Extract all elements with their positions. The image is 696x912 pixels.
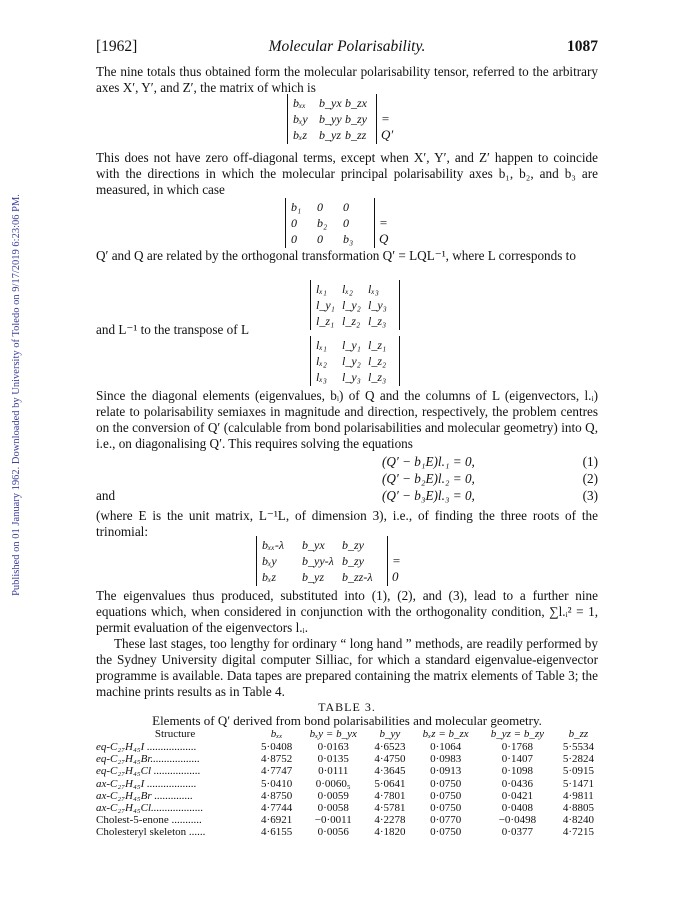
matrix-row — [293, 111, 371, 127]
matrix-rhs: = Q — [379, 215, 389, 246]
value-cell: 0·0111 — [318, 765, 349, 778]
value-cell: 4·9811 — [563, 789, 594, 802]
matrix-cell: l_y₂ — [342, 298, 361, 312]
matrix-cell: b_zy — [342, 538, 364, 552]
matrix-cell: lₓ₁ — [316, 338, 327, 352]
matrix-grid — [287, 94, 377, 144]
matrix-cell: b_yz — [302, 570, 324, 584]
value-cell: 5·2824 — [562, 753, 595, 766]
value-cell: 4·8805 — [562, 802, 595, 815]
matrix-cell: b₂ — [317, 216, 328, 230]
equation-block — [96, 454, 598, 508]
value-cell: 4·2278 — [374, 814, 406, 827]
matrix-cell: 0 — [343, 216, 349, 230]
matrix-cell: 0 — [317, 232, 323, 246]
table-row — [96, 778, 601, 790]
paragraph-transpose: and L⁻¹ to the transpose of L — [96, 322, 250, 337]
value-cell: 0·0983 — [430, 753, 462, 766]
structure-cell: ax-C₂₇H₄₅Br .............. — [96, 789, 193, 802]
matrix-grid — [256, 536, 388, 586]
matrix-row — [293, 127, 371, 143]
matrix-cell: l_z₃ — [368, 314, 387, 328]
matrix-cell: b_zx — [345, 96, 367, 110]
value-cell: 0·0059 — [317, 789, 349, 802]
matrix-cell: l_y₂ — [342, 354, 361, 368]
matrix-cell: l_z₂ — [342, 314, 361, 328]
matrix-rhs: = Q′ — [381, 111, 394, 142]
structure-cell: eq-C₂₇H₄₅I .................. — [96, 741, 197, 753]
equation-expression: (Q′ − b₁E)l.₁ = 0, — [382, 454, 475, 469]
matrix-cell: bₓy — [293, 112, 308, 126]
matrix-cell: 0 — [317, 200, 323, 214]
value-cell: 5·5534 — [562, 741, 595, 753]
value-cell: 0·0135 — [317, 753, 349, 766]
equation-number: (2) — [582, 471, 598, 486]
matrix-cell: l_z₂ — [368, 354, 387, 368]
column-header: b_zz — [568, 728, 589, 740]
value-cell: 0·0750 — [430, 789, 462, 802]
matrix-row — [291, 199, 369, 215]
value-cell: −0·0011 — [314, 814, 352, 827]
value-cell: 5·0408 — [261, 741, 293, 753]
matrix-cell: l_y₁ — [316, 298, 335, 312]
matrix-cell: lₓ₃ — [316, 370, 327, 384]
value-cell: 0·0750 — [430, 826, 462, 839]
value-cell: 4·4750 — [374, 753, 406, 766]
matrix-row — [293, 95, 371, 111]
value-cell: 4·7744 — [261, 802, 293, 815]
column-header: bₓz = b_zx — [422, 728, 469, 740]
value-cell: 0·0750 — [430, 802, 462, 815]
matrix-q-prime — [287, 94, 394, 144]
matrix-cell: lₓ₃ — [368, 282, 379, 296]
matrix-row — [262, 553, 382, 569]
matrix-cell: bₓy — [262, 554, 277, 568]
matrix-cell: l_z₁ — [368, 338, 387, 352]
structure-cell: ax-C₂₇H₄₅I .................. — [96, 777, 197, 790]
value-cell: 4·5781 — [374, 802, 406, 815]
matrix-cell: b₁ — [291, 200, 302, 214]
matrix-row — [291, 215, 369, 231]
matrix-cell: b_yy — [319, 112, 342, 126]
matrix-cell: b_yy-λ — [302, 554, 334, 568]
table-row — [96, 814, 601, 826]
paragraph-tensor: The nine totals thus obtained form the molecular polarisability tensor, referred to the arbitrary axes X′, Y′, and Z′, the matrix of which is — [96, 64, 598, 95]
matrix-cell: l_y₁ — [342, 338, 361, 352]
matrix-row — [316, 281, 394, 297]
value-cell: 4·8752 — [261, 753, 293, 766]
paragraph-silliac: These last stages, too lengthy for ordinary “ long hand ” methods, are readily performed by the Sydney University digital computer Silliac, for which a standard eigenvalue-eigenvector programme is available. Data tapes are prepared containing the matrix elements of Table 3; the machine prints results as in Table 4. — [96, 636, 598, 699]
matrix-row — [262, 537, 382, 553]
matrix-row — [316, 369, 394, 385]
matrix-cell: l_z₃ — [368, 370, 387, 384]
value-cell: 4·8240 — [562, 814, 595, 827]
value-cell: 0·0058 — [317, 802, 349, 815]
matrix-cell: lₓ₂ — [316, 354, 327, 368]
matrix-row — [316, 297, 394, 313]
matrix-cell: l_z₁ — [316, 314, 335, 328]
matrix-q — [285, 198, 389, 248]
value-cell: 0·0750 — [430, 777, 462, 790]
value-cell: 4·6921 — [261, 814, 293, 827]
matrix-cell: b_yx — [302, 538, 325, 552]
running-header — [96, 38, 598, 58]
structure-cell: Cholest-5-enone ........... — [96, 814, 202, 827]
column-header: bₓy = b_yx — [309, 728, 357, 740]
table-row — [96, 753, 601, 765]
matrix-cell: l_y₃ — [342, 370, 361, 384]
matrix-cell: 0 — [291, 216, 297, 230]
value-cell: 0·0060₅ — [315, 777, 351, 790]
value-cell: −0·0498 — [498, 814, 537, 827]
structure-cell: ax-C₂₇H₄₅Cl................... — [96, 802, 204, 815]
value-cell: 0·0913 — [430, 765, 462, 778]
table-row — [96, 790, 601, 802]
value-cell: 4·3645 — [374, 765, 406, 778]
matrix-grid — [285, 198, 375, 248]
value-cell: 5·1471 — [562, 777, 595, 790]
equation-expression: (Q′ − b₃E)l.₃ = 0, — [382, 488, 475, 503]
paragraph-diagonal: This does not have zero off-diagonal terms, except when X′, Y′, and Z′ happen to coincide with the directions in which the molecular principal polarisability axes b₁, b₂, and b₃ are measured, in which case — [96, 150, 598, 197]
table-header-row — [96, 728, 601, 741]
value-cell: 5·0915 — [562, 765, 595, 778]
matrix-cell: lₓ₂ — [342, 282, 353, 296]
value-cell: 4·8750 — [261, 789, 293, 802]
paragraph-transformation: Q′ and Q are related by the orthogonal transformation Q′ = LQL⁻¹, where L corresponds to — [96, 248, 576, 263]
value-cell: 4·7747 — [261, 765, 293, 778]
column-header: b_yz = b_zy — [490, 728, 545, 740]
table-row — [96, 765, 601, 777]
matrix-cell: b_zy — [345, 112, 367, 126]
value-cell: 0·1098 — [501, 765, 533, 778]
equation-number: (1) — [582, 454, 598, 469]
matrix-cell: bₓz — [262, 570, 277, 584]
value-cell: 0·0163 — [317, 741, 349, 753]
value-cell: 0·0436 — [501, 777, 533, 790]
page-number: 1087 — [567, 38, 598, 55]
column-header: Structure — [154, 728, 196, 740]
matrix-cell: lₓ₁ — [316, 282, 327, 296]
value-cell: 0·1407 — [501, 753, 533, 766]
matrix-row — [316, 353, 394, 369]
table-label: TABLE 3. — [318, 700, 376, 714]
paragraph-eigenvalues: Since the diagonal elements (eigenvalues, bᵢ) of Q and the columns of L (eigenvectors, l.ᵢ) relate to polarisability semiaxes in magnitude and direction, respectively, the problem centres on the conversion of Q′ (calculable from bond polarisabilities and molecular geometry) into Q, i.e., on diagonalising Q′. This requires solving the equations — [96, 388, 598, 451]
matrix-grid — [310, 336, 400, 386]
matrix-cell: 0 — [291, 232, 297, 246]
equation-expression: (Q′ − b₂E)l.₂ = 0, — [382, 471, 475, 486]
value-cell: 4·7215 — [562, 826, 595, 839]
table-row — [96, 802, 601, 814]
matrix-cell: b₃ — [343, 232, 354, 246]
table-caption: Elements of Q′ derived from bond polarisabilities and molecular geometry. — [152, 713, 542, 728]
matrix-row — [316, 337, 394, 353]
matrix-l-inverse — [310, 336, 400, 386]
paragraph-orthogonality: The eigenvalues thus produced, substituted into (1), (2), and (3), lead to a further nine equations which, when considered in conjunction with the orthogonality condition, ∑l.ᵢ² = 1, permit evaluation of the eigenvectors l.ᵢ. — [96, 588, 598, 635]
value-cell: 4·7801 — [374, 789, 406, 802]
column-header: bₓₓ — [270, 728, 283, 740]
matrix-cell: b_yz — [319, 128, 341, 142]
value-cell: 0·0421 — [501, 789, 533, 802]
column-header: b_yy — [379, 728, 401, 740]
value-cell: 5·0641 — [374, 777, 406, 790]
matrix-cell: bₓₓ-λ — [262, 538, 285, 552]
structure-cell: eq-C₂₇H₄₅Cl ................. — [96, 765, 201, 778]
matrix-rhs: = 0 — [392, 553, 401, 584]
download-watermark: Published on 01 January 1962. Downloaded by University of Toledo on 9/17/2019 6:23:06 PM. — [11, 194, 22, 596]
matrix-cell: bₓₓ — [293, 96, 306, 110]
value-cell: 0·1064 — [430, 741, 462, 753]
matrix-cell: bₓz — [293, 128, 308, 142]
matrix-cell: b_yx — [319, 96, 342, 110]
structure-cell: Cholesteryl skeleton ...... — [96, 826, 206, 839]
value-cell: 4·1820 — [374, 826, 406, 839]
value-cell: 0·0377 — [501, 826, 533, 839]
matrix-row — [262, 569, 382, 585]
value-cell: 0·0056 — [317, 826, 349, 839]
and-label: and — [96, 488, 116, 503]
table-row — [96, 826, 601, 838]
header-year: [1962] — [96, 38, 138, 55]
table-row — [96, 741, 601, 753]
matrix-trinomial — [256, 536, 401, 586]
matrix-cell: 0 — [343, 200, 349, 214]
matrix-cell: b_zz — [345, 128, 367, 142]
paragraph-unit-matrix: (where E is the unit matrix, L⁻¹L, of dimension 3), i.e., of finding the three roots of the trinomial: — [96, 508, 598, 539]
value-cell: 0·0408 — [501, 802, 533, 815]
matrix-cell: l_y₃ — [368, 298, 387, 312]
matrix-cell: b_zy — [342, 554, 364, 568]
value-cell: 4·6523 — [374, 741, 406, 753]
value-cell: 5·0410 — [261, 777, 293, 790]
structure-cell: eq-C₂₇H₄₅Br.................. — [96, 753, 200, 766]
matrix-cell: b_zz-λ — [342, 570, 373, 584]
matrix-row — [291, 231, 369, 247]
header-title: Molecular Polarisability. — [268, 38, 426, 55]
value-cell: 0·1768 — [501, 741, 533, 753]
equation-number: (3) — [582, 488, 598, 503]
value-cell: 4·6155 — [261, 826, 293, 839]
data-table — [96, 728, 601, 839]
value-cell: 0·0770 — [430, 814, 462, 827]
